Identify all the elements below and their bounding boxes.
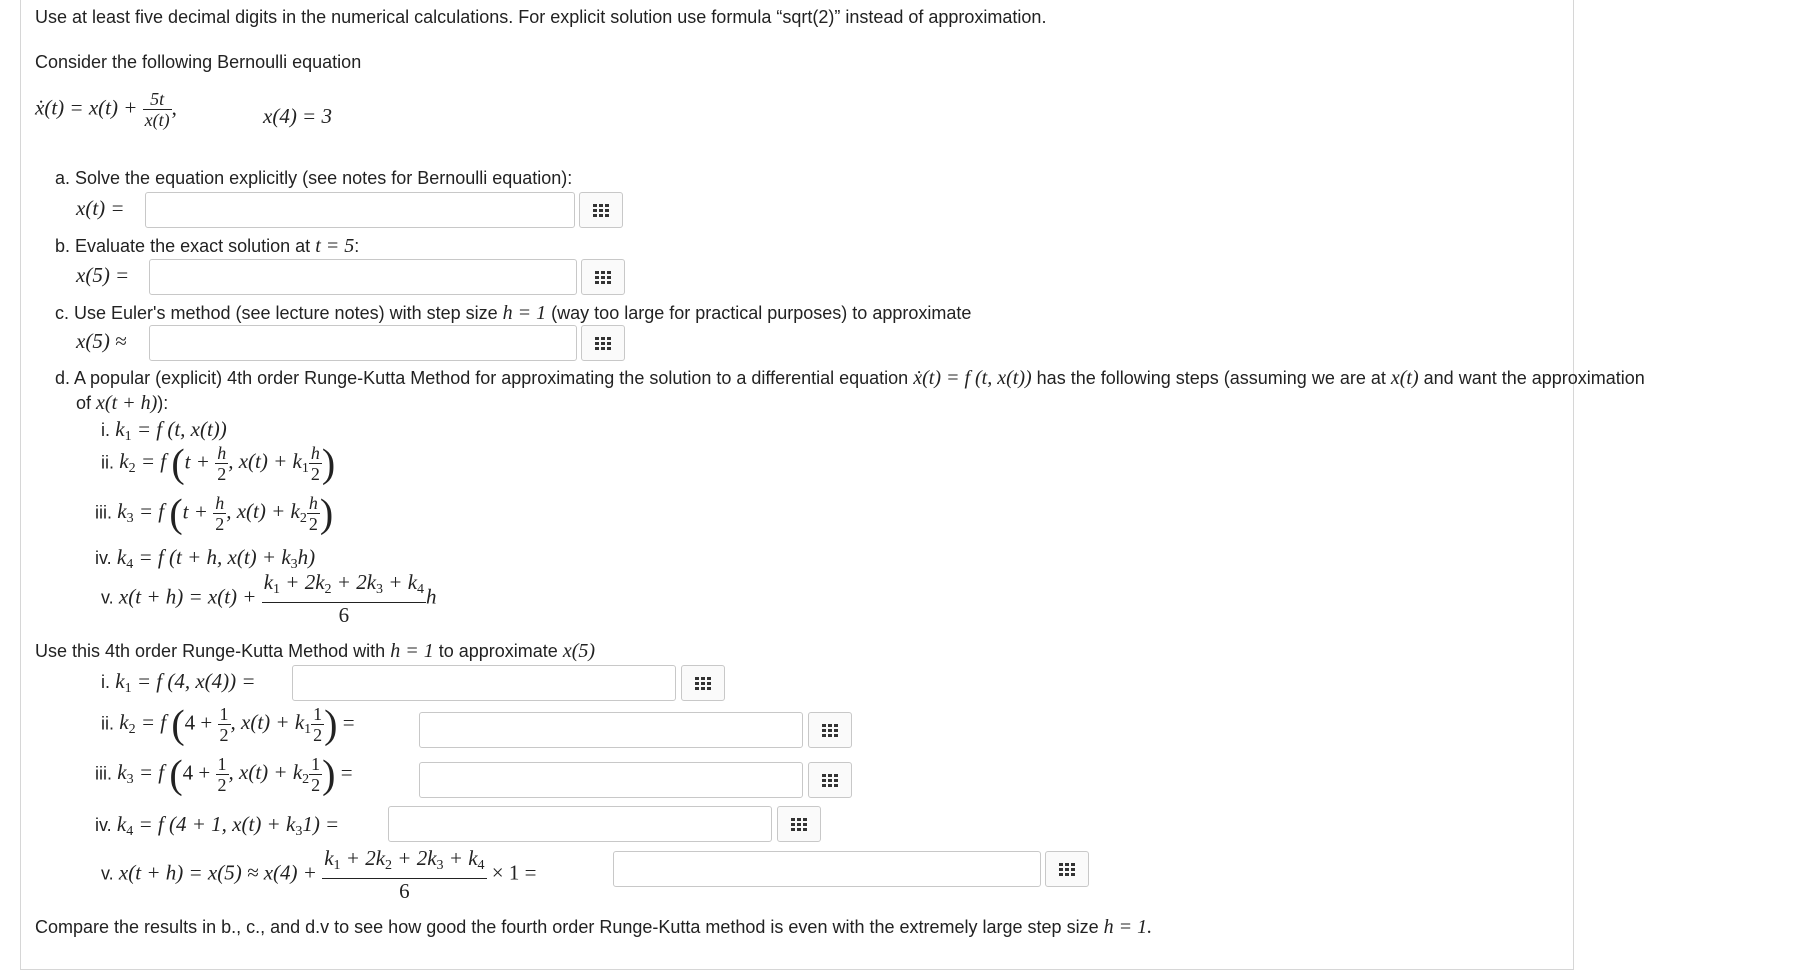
grid-palette-icon	[595, 337, 613, 350]
part-b-label: b. Evaluate the exact solution at t = 5:	[55, 235, 360, 257]
rk-k4-input[interactable]	[388, 806, 772, 842]
rk-step-3-label: iii. $k_3 = f$ (4 + $\frac{1}{2}$ , $x(t) + k_2$ $\frac{1}{2}$ ) =	[95, 751, 353, 797]
part-a-answer-input[interactable]	[145, 192, 575, 228]
grid-palette-icon	[822, 724, 840, 737]
rk-k1-input[interactable]	[292, 665, 676, 701]
grid-palette-icon	[695, 677, 713, 690]
part-c-answer-input[interactable]	[149, 325, 577, 361]
rk-k1-palette-button[interactable]	[681, 665, 725, 701]
part-d-line1: d. A popular (explicit) 4th order Runge-Kutta Method for approximating the solution to a differential equation ẋ(t) = f (t, x(t)) has the following steps (assuming we are at x(t) and want the approximation	[55, 367, 1645, 389]
part-b-answer-input[interactable]	[149, 259, 577, 295]
rk-formula-step-5: v. x(t + h) = x(t) + $\frac{k_1 + 2k_2 + 2k_3 + k_4}{6}$ h	[101, 570, 437, 627]
grid-palette-icon	[1059, 863, 1077, 876]
rk-step-1-label: i. $k_1 = f$ (4, x(4)) =	[101, 669, 256, 696]
rk-x5-input[interactable]	[613, 851, 1041, 887]
grid-palette-icon	[822, 774, 840, 787]
part-c-label: c. Use Euler's method (see lecture notes) with step size h = 1 (way too large for practical purposes) to approximate	[55, 302, 972, 324]
rk-step-5-label: v. x(t + h) = x(5) ≈ x(4) + $\frac{k_1 + 2k_2 + 2k_3 + k_4}{6}$ × 1 =	[101, 846, 537, 903]
rk-k3-palette-button[interactable]	[808, 762, 852, 798]
initial-condition: x(4) = 3	[263, 104, 332, 128]
part-a-answer-label: x(t) =	[76, 196, 125, 220]
bernoulli-equation: ẋ(t) = x(t) + $\frac{5t}{x(t)}$ ,	[35, 89, 177, 130]
rk-k4-palette-button[interactable]	[777, 806, 821, 842]
rk-formula-step-1: i. $k_1 = f$ (t, x(t))	[101, 417, 227, 444]
rk-x5-palette-button[interactable]	[1045, 851, 1089, 887]
grid-palette-icon	[595, 271, 613, 284]
grid-palette-icon	[593, 204, 611, 217]
rk-k3-input[interactable]	[419, 762, 803, 798]
part-b-answer-label: x(5) =	[76, 263, 130, 287]
grid-palette-icon	[791, 818, 809, 831]
part-a-label: a. Solve the equation explicitly (see notes for Bernoulli equation):	[55, 168, 573, 188]
part-b-palette-button[interactable]	[581, 259, 625, 295]
rk-formula-step-4: iv. $k_4 = f$ (t + h, $x(t) + k_3h$)	[95, 545, 316, 572]
rk-step-2-label: ii. $k_2 = f$ (4 + $\frac{1}{2}$ , $x(t) + k_1$ $\frac{1}{2}$ ) =	[101, 701, 355, 747]
rk-formula-step-2: ii. $k_2 = f$ (t + $\frac{h}{2}$ , $x(t) + k_1$ $\frac{h}{2}$ )	[101, 440, 336, 486]
part-a-palette-button[interactable]	[579, 192, 623, 228]
instructions-text: Use at least five decimal digits in the numerical calculations. For explicit solution use formula “sqrt(2)” instead of approximation.	[35, 7, 1047, 27]
part-c-palette-button[interactable]	[581, 325, 625, 361]
rk-step-4-label: iv. $k_4 = f$ (4 + 1, $x(t) + k_31$) =	[95, 812, 340, 839]
consider-text: Consider the following Bernoulli equation	[35, 52, 362, 72]
rk-formula-step-3: iii. $k_3 = f$ (t + $\frac{h}{2}$ , $x(t) + k_2$ $\frac{h}{2}$ )	[95, 490, 334, 536]
part-c-answer-label: x(5) ≈	[76, 329, 127, 353]
rk-use-label: Use this 4th order Runge-Kutta Method with h = 1 to approximate x(5)	[35, 640, 596, 662]
rk-k2-palette-button[interactable]	[808, 712, 852, 748]
compare-text: Compare the results in b., c., and d.v to see how good the fourth order Runge-Kutta method is even with the extremely large step size h = 1.	[35, 916, 1153, 938]
part-d-line2: of x(t + h)):	[76, 392, 169, 414]
rk-k2-input[interactable]	[419, 712, 803, 748]
